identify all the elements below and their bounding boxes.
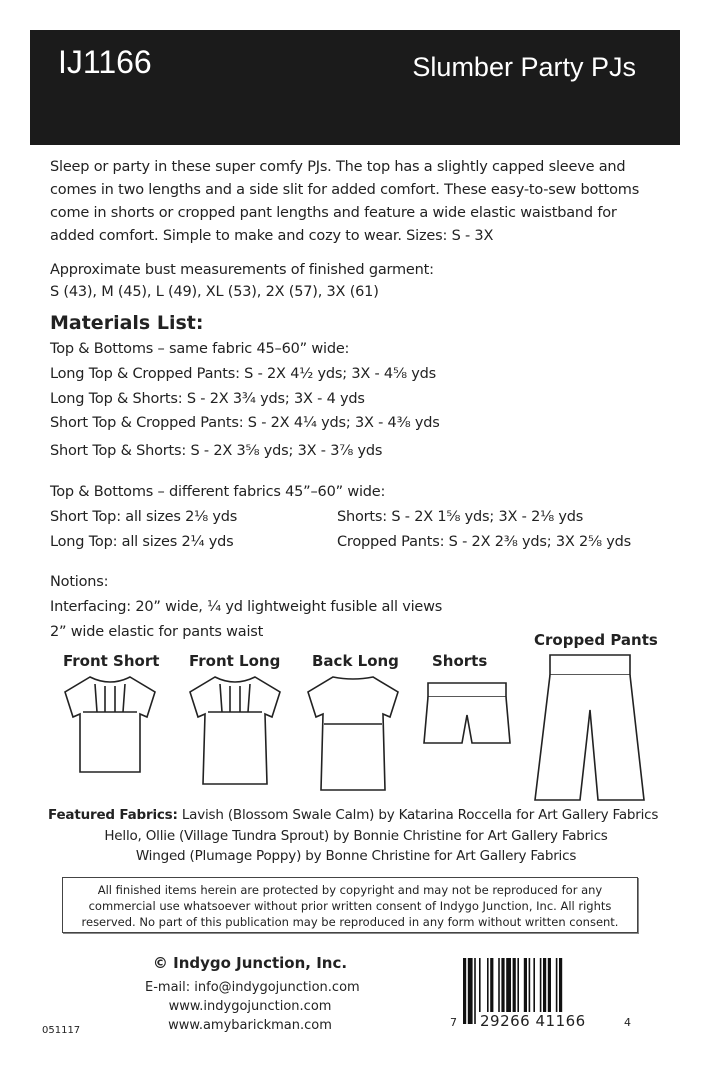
shorts-illustration xyxy=(420,675,515,750)
materials-heading: Materials List: xyxy=(50,312,204,334)
copyright-notice xyxy=(62,877,638,933)
view-label: Front Long xyxy=(189,652,281,670)
front-long-illustration xyxy=(180,672,290,792)
material-line: Short Top: all sizes 2⅛ yds xyxy=(50,509,238,525)
pattern-title: Slumber Party PJs xyxy=(412,52,636,82)
material-line: Shorts: S - 2X 1⅝ yds; 3X - 2⅛ yds xyxy=(337,509,584,525)
header-band xyxy=(30,30,680,145)
material-line: Short Top & Cropped Pants: S - 2X 4¼ yds; 3X - 4⅜ yds xyxy=(50,415,440,431)
bust-label: Approximate bust measurements of finished garment: xyxy=(50,262,434,278)
notion-line: 2” wide elastic for pants waist xyxy=(50,624,264,640)
featured-label: Featured Fabrics: xyxy=(48,807,178,823)
website-link[interactable]: www.indygojunction.com xyxy=(168,999,332,1014)
print-code: 051117 xyxy=(42,1025,81,1036)
front-short-illustration xyxy=(55,672,165,782)
barcode xyxy=(450,958,631,1038)
barcode-bar xyxy=(468,958,473,1024)
copyright-line: reserved. No part of this publication may be reproduced in any form without written consent. xyxy=(81,915,619,929)
description-line: come in shorts or cropped pant lengths and feature a wide elastic waistband for xyxy=(50,205,617,221)
diff-fabric-heading: Top & Bottoms – different fabrics 45”–60” wide: xyxy=(50,484,386,500)
view-label: Front Short xyxy=(63,652,160,670)
barcode-bar xyxy=(474,958,476,1024)
back-long-illustration xyxy=(298,672,408,797)
view-label: Back Long xyxy=(312,652,399,670)
barcode-bar xyxy=(463,958,466,1024)
barcode-digits: 29266 41166 xyxy=(480,1012,586,1030)
featured-fabric-line: Winged (Plumage Poppy) by Bonne Christine for Art Gallery Fabrics xyxy=(135,848,577,864)
description-line: comes in two lengths and a side slit for added comfort. These easy-to-sew bottoms xyxy=(50,182,640,198)
pattern-code: IJ1166 xyxy=(58,44,152,80)
notion-line: Interfacing: 20” wide, ¼ yd lightweight fusible all views xyxy=(50,599,443,615)
barcode-digit-last: 4 xyxy=(624,1016,631,1029)
copyright-line: All finished items herein are protected by copyright and may not be reproduced for any xyxy=(97,883,603,897)
email[interactable]: E-mail: info@indygojunction.com xyxy=(145,980,360,995)
description-line: Sleep or party in these super comfy PJs. The top has a slightly capped sleeve and xyxy=(50,159,626,175)
material-line: Long Top & Shorts: S - 2X 3¾ yds; 3X - 4 yds xyxy=(50,391,365,407)
description-line: added comfort. Simple to make and cozy to wear. Sizes: S - 3X xyxy=(50,228,494,244)
material-line: Long Top: all sizes 2¼ yds xyxy=(50,534,234,550)
view-label: Cropped Pants xyxy=(534,631,658,649)
barcode-digit-first: 7 xyxy=(450,1016,457,1029)
copyright-line: commercial use whatsoever without prior written consent of Indygo Junction, Inc. All rights xyxy=(88,899,612,913)
material-line: Short Top & Shorts: S - 2X 3⅝ yds; 3X - 3⅞ yds xyxy=(50,443,383,459)
featured-fabric-line: Featured Fabrics: Lavish (Blossom Swale Calm) by Katarina Roccella for Art Gallery Fabrics xyxy=(48,807,659,823)
same-fabric-heading: Top & Bottoms – same fabric 45–60” wide: xyxy=(50,341,350,357)
view-label: Shorts xyxy=(432,652,488,670)
cropped-pants-illustration xyxy=(530,650,650,805)
featured-fabric-line: Hello, Ollie (Village Tundra Sprout) by Bonnie Christine for Art Gallery Fabrics xyxy=(104,828,608,844)
bust-values: S (43), M (45), L (49), XL (53), 2X (57), 3X (61) xyxy=(50,284,379,300)
website-link[interactable]: www.amybarickman.com xyxy=(168,1018,332,1033)
material-line: Cropped Pants: S - 2X 2⅜ yds; 3X 2⅝ yds xyxy=(337,534,632,550)
company-name: © Indygo Junction, Inc. xyxy=(152,954,348,972)
material-line: Long Top & Cropped Pants: S - 2X 4½ yds; 3X - 4⅝ yds xyxy=(50,366,436,382)
notions-heading: Notions: xyxy=(50,574,109,590)
